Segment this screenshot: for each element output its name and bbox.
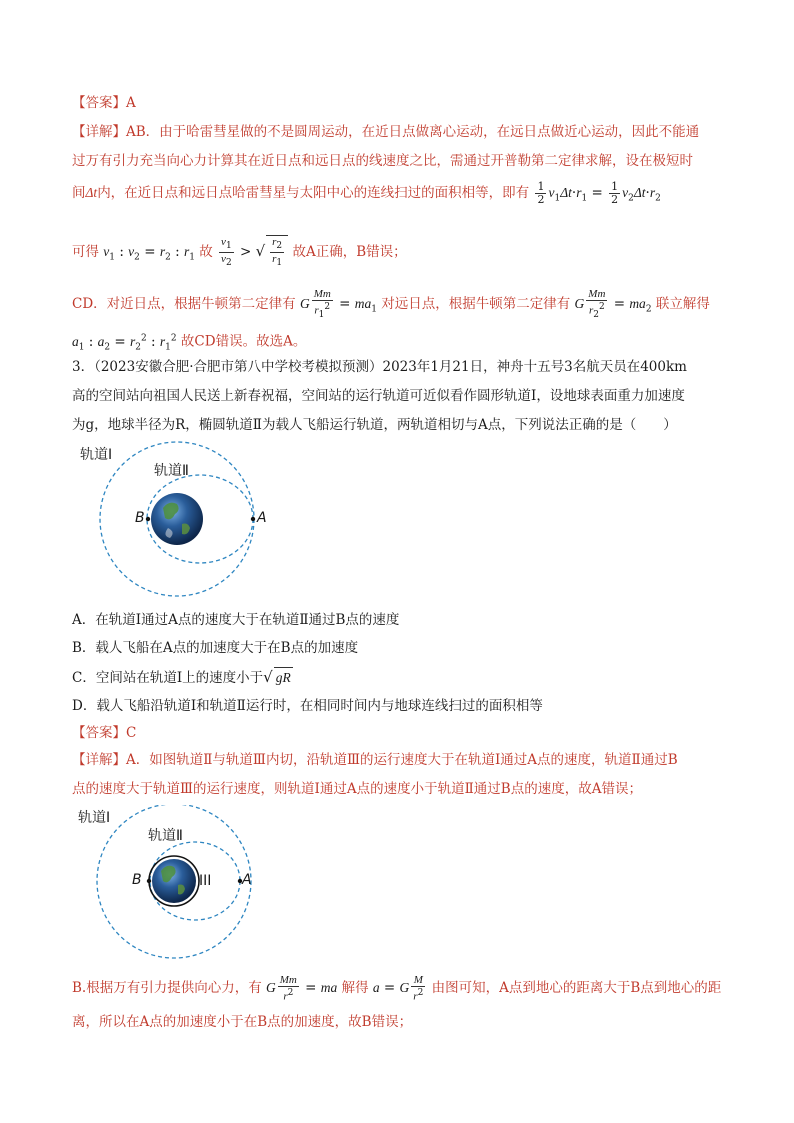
- orbit-3-label: III: [199, 873, 212, 889]
- point-b-dot-2: [147, 879, 151, 883]
- question3-line-1: 3．（2023安徽合肥·合肥市第八中学校考模拟预测）2023年1月21日，神舟十五号3名航天员在400km: [72, 359, 687, 375]
- detail1-text-6: 故CD错误。故选A。: [180, 333, 307, 350]
- math-gravity-equation: G $\frac{Mm}{r^2}$ = ma: [266, 974, 338, 1003]
- orbit-1-label-2: 轨道Ⅰ: [78, 810, 111, 826]
- option-a: A．在轨道Ⅰ通过A点的速度大于在轨道Ⅱ通过B点的速度: [72, 612, 400, 628]
- question3-line-3: 为g，地球半径为R，椭圆轨道Ⅱ为载人飞船运行轨道，两轨道相切与A点，下列说法正确的是（ ）: [72, 417, 677, 433]
- detail1-text-1: AB．由于哈雷彗星做的不是圆周运动，在近日点做离心运动，在远日点做近心运动，因此不能通: [126, 124, 700, 140]
- answer-line-2: [72, 723, 136, 743]
- point-a-dot: [251, 517, 255, 521]
- math-delta-t: Δt: [85, 185, 98, 200]
- detail1-text-4b: 故A正确，B错误；: [292, 244, 407, 261]
- math-newton-near: G $\frac{Mm}{r_1^2}$ = $ma_1$: [299, 288, 377, 320]
- detail1-text-4a: 可得: [72, 244, 99, 261]
- orbit-1-label: 轨道Ⅰ: [80, 447, 113, 463]
- math-velocity-ratio: $v_1$ : $v_2 = r_2$ : $r_1$: [103, 244, 195, 263]
- detail2-text-3c: 由图可知，A点到地心的距离大于B点到地心的距: [431, 979, 722, 996]
- earth-icon: [151, 493, 203, 545]
- answer-value-2: C: [126, 725, 137, 741]
- answer-label: 【答案】: [72, 95, 126, 111]
- option-c: C．空间站在轨道Ⅰ上的速度小于√ gR: [72, 668, 291, 686]
- detail2-line-3: [72, 974, 721, 1003]
- detail1-line-2: 过万有引力充当向心力计算其在近日点和远日点的线速度之比，需通过开普勒第二定律求解，设在极短时: [72, 153, 693, 169]
- point-b-label: B: [135, 510, 145, 526]
- orbit-2-label: 轨道Ⅱ: [154, 463, 189, 479]
- point-b-label-2: B: [132, 872, 142, 888]
- detail1-text-3b: 内，在近日点和远日点哈雷彗星与太阳中心的连线扫过的面积相等，即有: [97, 185, 530, 201]
- orbit-figure-2: [78, 805, 278, 965]
- detail1-line-6: [72, 328, 306, 357]
- question3-line-2: 高的空间站向祖国人民送上新春祝福，空间站的运行轨道可近似看作圆形轨道Ⅰ，设地球表面重力加速度: [72, 388, 685, 404]
- answer-line-1: [72, 93, 136, 113]
- orbit-2-label-2: 轨道Ⅱ: [148, 828, 183, 844]
- point-a-label: A: [257, 510, 267, 526]
- detail1-line-4: [72, 235, 407, 269]
- math-newton-far: G $\frac{Mm}{r_2^2}$ = $ma_2$: [574, 288, 652, 320]
- option-c-sqrt: gR: [274, 667, 293, 688]
- orbit-figure-1: [78, 438, 278, 598]
- detail1-text-gu: 故: [199, 244, 213, 261]
- detail1-text-5b: 对远日点，根据牛顿第二定律有: [381, 295, 571, 312]
- math-velocity-inequality: $\frac{v_1}{v_2}$ > √ $\frac{r_2}{r_1}$: [217, 244, 292, 260]
- detail2-line-2: 点的速度大于轨道Ⅲ的运行速度，则轨道Ⅰ通过A点的速度小于轨道Ⅱ通过B点的速度，故A错误；: [72, 781, 642, 797]
- detail1-line-5: [72, 288, 710, 321]
- detail2-line-1: [72, 750, 678, 770]
- earth-icon-2: [152, 859, 196, 903]
- detail1-text-5a: CD．对近日点，根据牛顿第二定律有: [72, 295, 296, 312]
- detail2-text-1: A．如图轨道Ⅱ与轨道Ⅲ内切，沿轨道Ⅲ的运行速度大于在轨道Ⅰ通过A点的速度，轨道Ⅱ通过B: [126, 752, 678, 768]
- option-c-text: C．空间站在轨道Ⅰ上的速度小于: [72, 670, 264, 686]
- detail-label-2: 【详解】: [72, 752, 126, 768]
- answer-value: A: [126, 95, 136, 111]
- detail1-text-5c: 联立解得: [655, 295, 710, 312]
- detail1-line-3: [72, 181, 661, 209]
- detail1-line-1: [72, 122, 699, 142]
- detail-label: 【详解】: [72, 124, 126, 140]
- math-accel-solution: a = G $\frac{M}{r^2}$: [372, 974, 424, 1003]
- option-d: D．载人飞船沿轨道Ⅰ和轨道Ⅱ运行时，在相同时间内与地球连线扫过的面积相等: [72, 698, 543, 714]
- option-b: B．载人飞船在A点的加速度大于在B点的加速度: [72, 640, 359, 656]
- answer-label-2: 【答案】: [72, 725, 126, 741]
- math-area-equation: $\frac{1}{2}$ $v_1\Delta t\cdot r_1$ = $\frac{1}{2}$ $v_2\Delta t\cdot r_2$: [537, 180, 661, 206]
- detail2-line-4: 离，所以在A点的加速度小于在B点的加速度，故B错误；: [72, 1014, 413, 1030]
- point-b-dot: [146, 517, 150, 521]
- detail1-text-3a: 间: [72, 185, 86, 201]
- detail2-text-3a: B.根据万有引力提供向心力，有: [72, 979, 262, 996]
- point-a-label-2: A: [242, 872, 252, 888]
- detail2-text-3b: 解得: [341, 979, 369, 996]
- math-accel-ratio: $a_1$ : $a_2 = r_2^2$ : $r_1^2$: [72, 333, 177, 353]
